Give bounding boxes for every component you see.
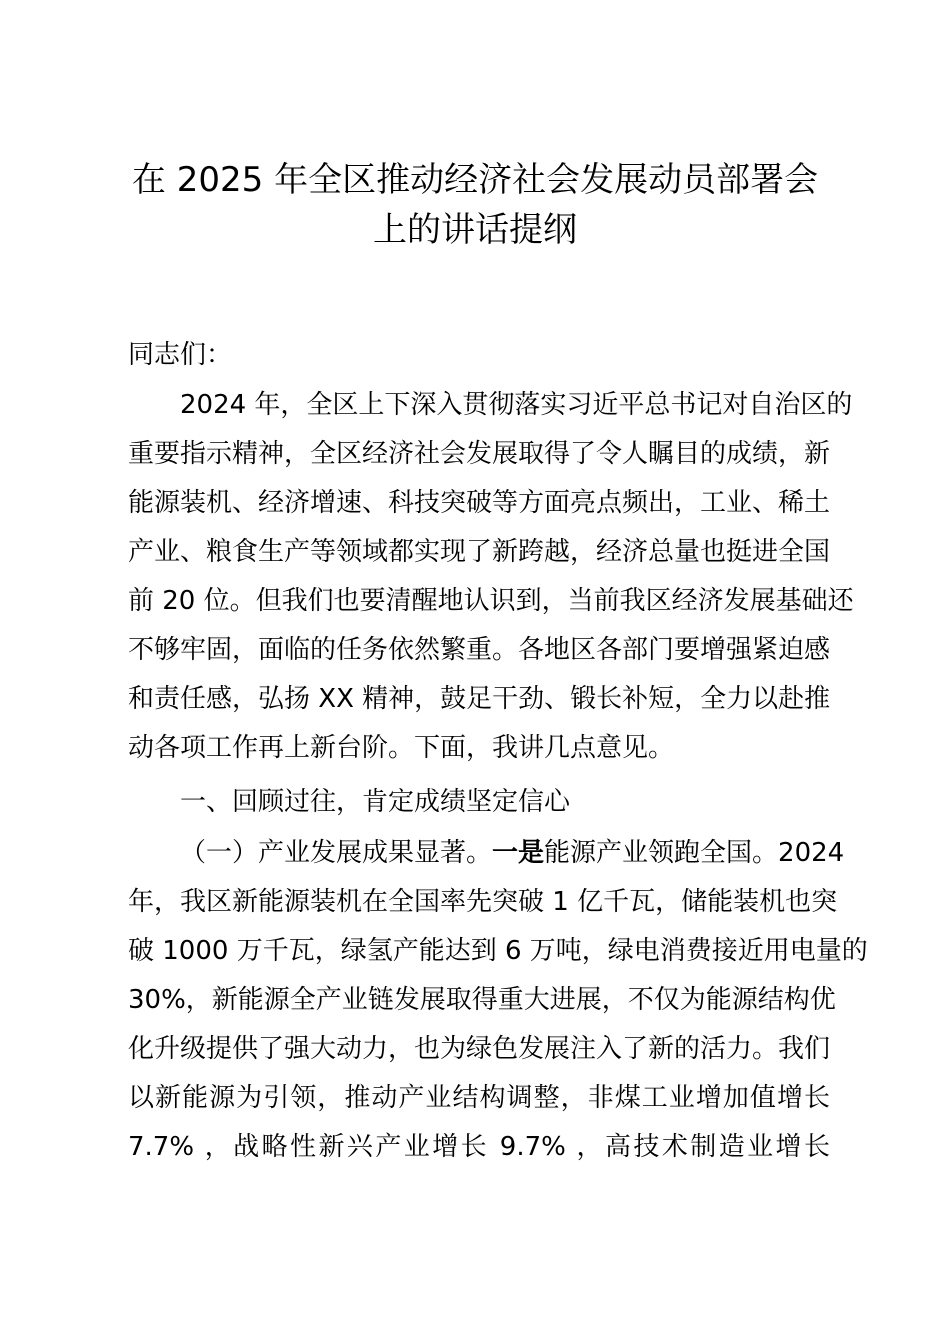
- bold-marker: 一是: [492, 838, 545, 868]
- paragraph-1-line: 2024 年，全区上下深入贯彻落实习近平总书记对自治区的: [180, 390, 853, 420]
- paragraph-1-line: 能源装机、经济增速、科技突破等方面亮点频出，工业、稀土: [128, 488, 831, 518]
- paragraph-1-line: 重要指示精神，全区经济社会发展取得了令人瞩目的成绩，新: [128, 439, 831, 469]
- document-title-line-2: 上的讲话提纲: [373, 210, 577, 250]
- subsection-heading: （一）产业发展成果显著。: [180, 838, 493, 868]
- salutation: 同志们：: [128, 340, 233, 370]
- subsection-line: 破 1000 万千瓦，绿氢产能达到 6 万吨，绿电消费接近用电量的: [128, 936, 868, 966]
- paragraph-1-line: 前 20 位。但我们也要清醒地认识到，当前我区经济发展基础还: [128, 586, 854, 616]
- subsection-first-line-text: 能源产业领跑全国。2024: [544, 838, 845, 868]
- subsection-line: 以新能源为引领，推动产业结构调整，非煤工业增加值增长: [128, 1083, 830, 1113]
- document-title-line-1: 在 2025 年全区推动经济社会发展动员部署会: [131, 160, 819, 200]
- section-heading: 一、回顾过往，肯定成绩坚定信心: [180, 787, 571, 817]
- paragraph-1-line: 产业、粮食生产等领域都实现了新跨越，经济总量也挺进全国: [128, 537, 831, 567]
- subsection-line: 年，我区新能源装机在全国率先突破 1 亿千瓦，储能装机也突: [128, 887, 838, 917]
- paragraph-1-line: 动各项工作再上新台阶。下面，我讲几点意见。: [128, 733, 675, 763]
- paragraph-1-line: 和责任感，弘扬 XX 精神，鼓足干劲、锻长补短，全力以赴推: [128, 684, 831, 714]
- subsection-first-line: [180, 829, 845, 878]
- paragraph-1-line: 不够牢固，面临的任务依然繁重。各地区各部门要增强紧迫感: [128, 635, 831, 665]
- subsection-line: 化升级提供了强大动力，也为绿色发展注入了新的活力。我们: [128, 1034, 831, 1064]
- subsection-line: 30%，新能源全产业链发展取得重大进展，不仅为能源结构优: [128, 985, 836, 1015]
- subsection-line: 7.7% ，战略性新兴产业增长 9.7% ，高技术制造业增长: [128, 1132, 830, 1162]
